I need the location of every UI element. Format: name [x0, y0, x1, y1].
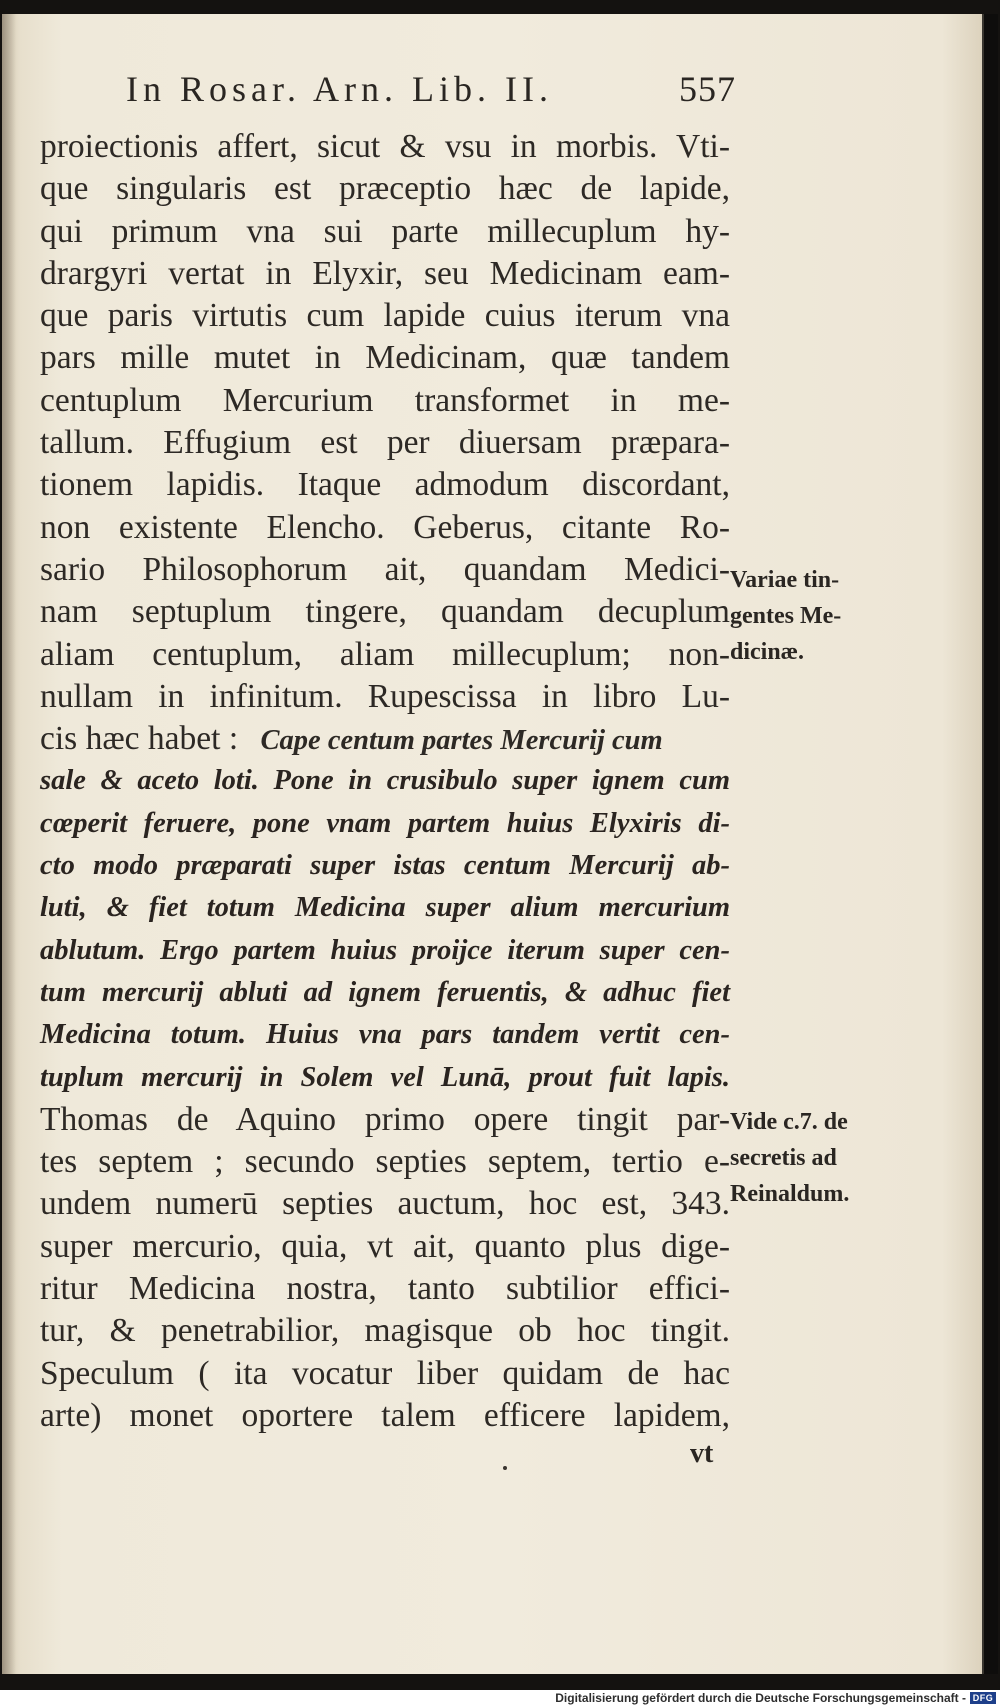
text-line: arte) monet oportere talem efficere lapidem, [40, 1396, 730, 1434]
text-line: centuplum Mercurium transformet in me- [40, 381, 730, 419]
quote-line: luti, & fiet totum Medicina super alium mercurium [40, 892, 730, 924]
main-text-block [40, 126, 730, 1437]
page-edge [984, 14, 998, 1674]
quote-line: tum mercurij abluti ad ignem feruentis, & adhuc fiet [40, 976, 730, 1008]
funding-credit: Digitalisierung gefördert durch die Deutsche Forschungsgemeinschaft - [555, 1691, 966, 1705]
catchword: vt [690, 1438, 714, 1469]
text-line: qui primum vna sui parte millecuplum hy- [40, 212, 730, 250]
text-line: pars mille mutet in Medicinam, quæ tandem [40, 339, 730, 377]
quote-line: Medicina totum. Huius vna pars tandem vertit cen- [40, 1019, 730, 1051]
margin-note-line: Reinaldum. [730, 1181, 850, 1207]
footer-bar [0, 1690, 1000, 1708]
text-line: non existente Elencho. Geberus, citante Ro- [40, 508, 730, 546]
ink-speck [503, 1466, 507, 1470]
text-line: Speculum ( ita vocatur liber quidam de hac [40, 1354, 730, 1392]
quote-line: cto modo præparati super istas centum Mercurij ab- [40, 850, 730, 882]
text-line-with-quote [40, 718, 730, 760]
text-line: Thomas de Aquino primo opere tingit par- [40, 1100, 730, 1138]
text-line: proiectionis affert, sicut & vsu in morbis. Vti- [40, 128, 730, 165]
margin-note-line: secretis ad [730, 1145, 837, 1171]
margin-note [730, 1104, 849, 1212]
margin-note [730, 562, 841, 670]
text-line: undem numerū septies auctum, hoc est, 343. [40, 1185, 730, 1223]
text-line: nullam in infinitum. Rupescissa in libro Lu- [40, 677, 730, 715]
margin-note-line: gentes Me- [730, 603, 842, 629]
dfg-logo-icon: DFG [970, 1692, 996, 1704]
running-title: In Rosar. Arn. Lib. II. [126, 69, 553, 109]
text-line: que paris virtutis cum lapide cuius iterum vna [40, 297, 730, 335]
text-line: tes septem ; secundo septies septem, tertio e- [40, 1143, 730, 1181]
running-header [126, 62, 736, 112]
text-line: aliam centuplum, aliam millecuplum; non- [40, 635, 730, 673]
margin-note-line: Variae tin- [730, 567, 840, 593]
page-number: 557 [679, 69, 736, 109]
text-line: drargyri vertat in Elyxir, seu Medicinam eam- [40, 254, 730, 292]
text-line: sario Philosophorum ait, quandam Medici- [40, 550, 730, 588]
margin-note-line: dicinæ. [730, 639, 805, 665]
text-line: ritur Medicina nostra, tanto subtilior effici- [40, 1270, 730, 1308]
quote-line: sale & aceto loti. Pone in crusibulo super ignem cum [40, 765, 730, 797]
gutter-shadow [2, 14, 16, 1674]
margin-note-line: Vide c.7. de [730, 1109, 848, 1135]
quote-line: tuplum mercurij in Solem vel Lunā, prout fuit lapis. [40, 1061, 730, 1093]
quote-line: ablutum. Ergo partem huius proijce iterum super cen- [40, 934, 730, 966]
text-line: tionem lapidis. Itaque admodum discordant, [40, 466, 730, 504]
text-line: tur, & penetrabilior, magisque ob hoc tingit. [40, 1312, 730, 1350]
text-line: tallum. Effugium est per diuersam præpara- [40, 424, 730, 462]
text-line: super mercurio, quia, vt ait, quanto plus dige- [40, 1227, 730, 1265]
text-line-roman: cis hæc habet : [40, 720, 239, 758]
text-line: nam septuplum tingere, quandam decuplum [40, 593, 730, 631]
quote-line: cœperit feruere, pone vnam partem huius Elyxiris di- [40, 807, 730, 839]
text-line: que singularis est præceptio hæc de lapide, [40, 170, 730, 208]
quote-start: Cape centum partes Mercurij cum [260, 725, 663, 757]
